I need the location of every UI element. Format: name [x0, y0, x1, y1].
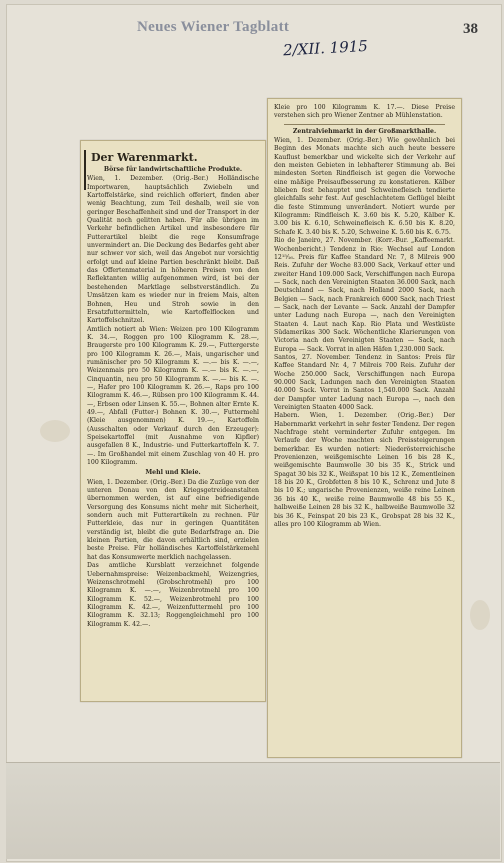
article-paragraph: Amtlich notiert ab Wien: Weizen pro 100 Kilogramm K. 34.—, Roggen pro 100 Kilogramm K. 28.—, Braugerste pro 100 Kilogramm K. 29.—, Futtergerste pro 100 Kilogramm K. 26.—, Mais, ungarischer und rumänischer pro 50 Kilogramm K. —.— bis K. —.—, Weizenmais pro 50 Kilogramm K. —.— bis K. —.—, Cinquantin, neu pro 50 Kilogramm K. —.— bis K. —.—, Hafer pro 100 Kilogramm K. 26.—, Raps pro 100 Kilogramm K. 46.—, Rübsen pro 100 Kilogramm K. 44.—, Erbsen oder Linsen K. 55.—, Bohnen alter Ernte K. 49.—, Abfall (Futter-) Bohnen K. 30.—, Futtermehl (Kleie ausgenommen) K. 19.—, Kartoffeln (Ausschalten oder Verkauf durch den Erzeuger): Speisekartoffel (mit Ausnahme von Kipfler) ausgefallen 8 K., Industrie- und Futterkartoffeln K. 7.—. Im Großhandel mit einem Zuschlag von 40 H. pro 100 Kilogramm. [87, 325, 259, 467]
article-paragraph: Kleie pro 100 Kilogramm K. 17.—. Diese Preise verstehen sich pro Wiener Zentner ab Mühlenstation. [274, 104, 455, 120]
article-paragraph: Wien, 1. Dezember. (Orig.-Ber.) Holländische Importwaren, hauptsächlich Zwiebeln und Kartoffelstärke, sind reichlich offeriert, finden aber wenig Beachtung, zum Teil deshalb, weil sie von geringer Beschaffenheit sind und der Transport in der Qualität noch gelitten haben. Für alle übrigen im Verkehr befindlichen Artikel und insbesondere für Futterartikel bleibt die rege Konsumfrage unvermindert an. Die Deckung des Bedarfes geht aber nur schwer vor sich, weil das Angebot nur vorsichtig erfolgt und auf kleine Partien beschränkt bleibt. Daß das Offertenmaterial in höheren Preisen von den Reflektanten willig aufgenommen wird, ist bei der bestehenden Marktlage selbstverständlich. Zu Umsätzen kam es wieder nur in freiem Mais, alten Bohnen, Heu und Stroh sowie in den Ersatzfuttermitteln, wie Kartoffelflocken und Kartoffelschnitzel. [87, 175, 259, 325]
handwritten-date: 2/XII. 1915 [282, 36, 369, 60]
article-paragraph: Santos, 27. November. Tendenz in Santos: Preis für Kaffee Standard Nr. 4, 7 Milreis 700 Reis. Zufuhr der Woche 250.000 Sack, Verschiffungen nach Europa 90.000 Sack, Ladungen nach den Vereinigten Staaten 40.000 Sack. Vorrat in Santos 1,540.000 Sack. Anzahl der Dampfer unter Ladung nach Europa —, nach den Vereinigten Staaten 4000 Sack. [274, 353, 455, 412]
paper-stain [40, 420, 70, 442]
divider [284, 124, 445, 125]
article-paragraph: Das amtliche Kursblatt verzeichnet folgende Uebernahmspreise: Weizenbackmehl, Weizengries, Weizenschrotmehl (Grobschrotmehl) pro 100 Kilogramm K. —.—, Weizenbrotmehl pro 100 Kilogramm K. 52.—, Weizenbrotmehl pro 100 Kilogramm K. 42.—, Weizenfuttermehl pro 100 Kilogramm K. 32.13; Roggengleichmehl pro 100 Kilogramm K. 42.—. [87, 562, 259, 628]
newspaper-masthead: Neues Wiener Tagblatt [137, 19, 290, 35]
section-heading: Zentralviehmarkt in der Großmarkthalle. [292, 127, 437, 135]
article-paragraph: Rio de Janeiro, 27. November. (Korr.-Bur. „Kaffeemarkt. Wochenbericht.) Tendenz in Rio: Wechsel auf London 12¹⁵⁄₁₆. Preis für Kaffee Standard Nr. 7, 8 Milreis 900 Reis. Zufuhr der Woche 83.000 Sack, Verkauf etter und zweiter Hand 109.000 Sack, Verschiffungen nach Europa — Sack, nach den Vereinigten Staaten 36.000 Sack, nach Deutschland — Sack, nach Holland 2000 Sack, nach Belgien — Sack, nach Frankreich 6000 Sack, nach Triest — Sack, nach der Levante — Sack. Anzahl der Dampfer unter Ladung nach Europa —, nach den Vereinigten Staaten 4. Laut nach Kap. Rio Plata und Westküste Südamerikas 300 Sack. Wöchentliche Klarierungen von Victoria nach den Vereinigten Staaten — Sack, nach Europa — Sack. Vorrat in allen Häfen 1,230.000 Sack. [274, 237, 455, 353]
right-newspaper-clipping [267, 98, 462, 758]
paper-stain [470, 600, 490, 630]
page-number: 38 [463, 21, 478, 37]
clipping-subtitle: Börse für landwirtschaftliche Produkte. [103, 166, 243, 173]
mounting-tape [6, 762, 500, 859]
article-paragraph: Wien, 1. Dezember. (Orig.-Ber.) Da die Zuzüge von der unteren Donau von den Kriegsgetreideanstalten übernommen werden, ist auf eine befriedigende Versorgung des Konsums nicht mehr mit Sicherheit, sondern auch mit Futterartikeln zu rechnen. Für Futterkleie, das nur in geringen Quantitäten verständig ist, bleibt die gute Bedarfsfrage an. Die kleinen Partien, die davon erhältlich sind, erzielen beste Preise. Für holländisches Kartoffelstärkemehl hat das Konsumwerte merklich nachgelassen. [87, 478, 259, 561]
article-paragraph: Habern. Wien, 1. Dezember. (Orig.-Ber.) Der Habernmarkt verkehrt in sehr fester Tendenz. Der regen Nachfrage steht verminderter Zufuhr entgegen. Im Verlaufe der Woche machten sich Preissteigerungen bemerkbar. Es wurden notiert: Niederösterreichische Provenienzen, weißgemischte Leinen 16 bis 28 K., weißgemischte Baumwolle 30 bis 35 K., Strick und Spagat 30 bis 32 K., Weißspat 10 bis 12 K., Zementleinen 18 bis 20 K., Grobfetten 8 bis 10 K., Schrenz und Jute 8 bis 10 K.; ungarische Provenienzen, weiße reine Leinen 36 bis 40 K., weiße reine Baumwolle 48 bis 55 K., halbweiße Leinen 28 bis 32 K., halbweiße Baumwolle 32 bis 36 K., Feinspat 20 bis 23 K., Grobspat 28 bis 32 K., alles pro 100 Kilogramm ab Wien. [274, 412, 455, 528]
section-heading: Mehl und Kleie. [145, 469, 201, 477]
left-newspaper-clipping [80, 140, 266, 702]
clipping-margin-mark [84, 150, 86, 190]
clipping-title: Der Warenmarkt. [91, 151, 198, 164]
article-paragraph: Wien, 1. Dezember. (Orig.-Ber.) Wie gewöhnlich bei Beginn des Monats machte sich auch heute bessere Kauflust bemerkbar und wickelte sich der Verkehr auf den meisten Gebieten in lebhafterer Stimmung ab. Bei mindesten Sorten Rindfleisch ist gegen die Vorwoche eine mäßige Preisaufbesserung zu konstatieren. Kälber blieben fest behauptet und Schweinefleisch tendierte gleichfalls sehr fest. Auf geschlachtetem Geflügel bleibt die feste Stimmung unverändert. Notiert wurde per Kilogramm: Rindfleisch K. 3.60 bis K. 5.20, Kälber K. 3.00 bis K. 6.10, Schweinefleisch K. 6.50 bis K. 8.20, Schafe K. 3.40 bis K. 5.20, Schweine K. 5.60 bis K. 6.75. [274, 137, 455, 236]
